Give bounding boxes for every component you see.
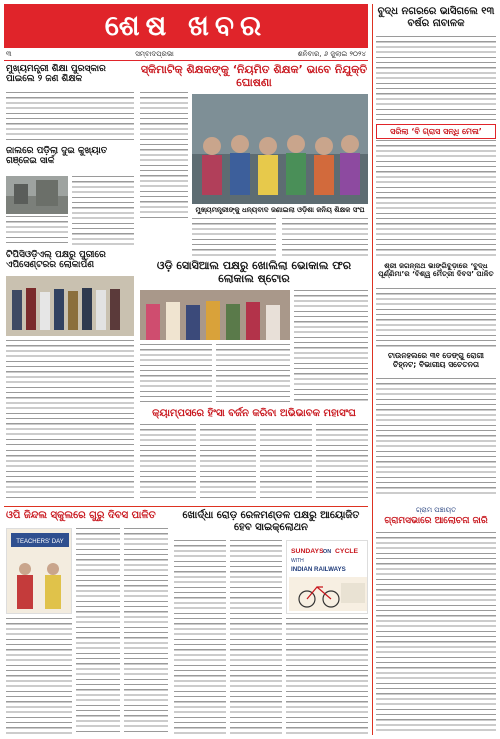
sidebar-manisha-body xyxy=(376,288,496,348)
cycle-ad-line2: INDIAN RAILWAYS xyxy=(291,566,346,573)
schematic-caption: ମୁଖ୍ୟମନ୍ତ୍ରୀଙ୍କୁ ଧନ୍ୟବାଦ ଜଣାଇଲା ଓଡ଼ିଶା ଜନିୟ ଶିକ୍ଷକ ସଂଘ xyxy=(195,206,365,214)
social-photo-art xyxy=(140,290,290,340)
dateline xyxy=(4,50,368,61)
campus-body-0 xyxy=(6,450,134,502)
headline-jindal: ଓପି ଜିନ୍ଦଲ ସ୍କୁଲରେ ଗୁରୁ ଦିବସ ପାଳିତ xyxy=(6,510,156,521)
section-masthead xyxy=(4,4,368,48)
divider xyxy=(4,506,368,507)
sidebar-kicker-bottom: ଗ୍ରାମ ପଞ୍ଚାୟତ xyxy=(415,506,457,514)
headline-teachers-award: ମୁଖ୍ୟମନ୍ତ୍ରୀ ଶିକ୍ଷା ପୁରସ୍କାର ପାଇଲେ ୨ ଜଣ ଶିକ୍ଷକ xyxy=(6,64,106,85)
crowd-photo-art xyxy=(6,176,68,214)
schematic-body-2 xyxy=(192,218,276,256)
sidebar-drive-body xyxy=(376,378,496,494)
schematic-body-3 xyxy=(282,218,368,256)
sidebar-lead-body xyxy=(376,36,496,120)
sidebar-headline-yoga: ସରିଲା ‘ବି ଗ୍ରାସ ସନ୍ଧି ମେଳା’ xyxy=(376,124,496,139)
sidebar-headline-bottom: ଗ୍ରାମସଭାରେ ଆଲୋଚନା ଜାରି xyxy=(384,516,488,526)
cycle-ad-with: WITH xyxy=(291,558,304,564)
jindal-poster-text: TEACHERS' DAY xyxy=(16,539,64,545)
social-body-1 xyxy=(294,290,368,402)
campus-body-1 xyxy=(140,424,196,502)
sidebar-headline-manisha: ଶ୍ରୀ ଜଗନ୍ନାଥ ଭାଙ୍ଗିବୁଡ଼ାରେ ‘ବୁଦ୍ଧ ପୂର୍ଣ୍ଣିମା’ର ‘ବିଶ୍ୱ ମୈତ୍ରୀ ଦିବସ’ ପାଳିତ xyxy=(378,261,494,279)
jindal-poster-art xyxy=(7,529,72,614)
jindal-poster xyxy=(6,528,72,614)
cycle-ad-on: ON xyxy=(323,549,332,555)
sidebar-headline-drive: ଟାଉନହଲରେ ୩୧ ଡେଙ୍ଗୁ ରୋଗୀ ଚିହ୍ନଟ; ବିଭାଗୀୟ ସଚେତନତା xyxy=(388,351,484,369)
schematic-body-1 xyxy=(140,92,188,218)
crowd-body-2 xyxy=(6,216,68,246)
campus-body-2 xyxy=(200,424,256,502)
issue-date: ଶନିବାର, ୬ ଜୁଲାଇ ୨୦୨୪ xyxy=(297,50,366,58)
jindal-body-2 xyxy=(124,528,168,734)
cycle-body-1 xyxy=(174,540,226,734)
cycle-ad xyxy=(286,540,368,614)
cycle-ad-art xyxy=(287,541,368,614)
headline-schematic: ସ୍କିମାଟିକ୍ ଶିକ୍ଷକଙ୍କୁ ‘ନିୟମିତ ଶିକ୍ଷକ’ ଭାବେ ନିଯୁକ୍ତି ଘୋଷଣା xyxy=(140,63,368,89)
cycle-body-3 xyxy=(286,618,368,734)
paper-name: ସମ୍ବାଦପ୍ରଭା xyxy=(135,50,174,58)
sidebar-headline-lead: ବୁଦ୍ଧ ନଗରରେ ଭାସିଗଲେ ୧୩ ବର୍ଷର ନାବାଳକ xyxy=(377,6,495,29)
crowd-body xyxy=(72,176,134,246)
crowd-photo xyxy=(6,176,68,214)
sidebar-rule xyxy=(372,4,373,735)
epicenter-photo-art xyxy=(6,276,134,336)
headline-campus: କ୍ୟାମ୍ପସରେ ହିଂସା ବର୍ଜନ କରିବା ଅଭିଭାବକ ମହାସଂଘ xyxy=(152,408,356,419)
epicenter-photo xyxy=(6,276,134,336)
cycle-body-2 xyxy=(230,540,282,734)
cycle-ad-cycle: CYCLE xyxy=(335,548,359,555)
teachers-award-body xyxy=(6,92,134,142)
page-number: ୩ xyxy=(6,50,12,58)
section-title: ଶେଷ ଖବର xyxy=(104,9,268,42)
schematic-photo-art xyxy=(192,94,368,204)
epicenter-body xyxy=(6,340,134,446)
social-photo xyxy=(140,290,290,340)
headline-epicenter: ଟିପିସିଓଡ଼ିଏଲ୍ ପକ୍ଷରୁ ପୁରୀରେ ଏପିସେଣ୍ଟରର ଲୋକାର୍ପଣ xyxy=(6,250,106,271)
cycle-ad-line1: SUNDAYS xyxy=(291,548,324,555)
social-body-2 xyxy=(140,344,212,402)
schematic-photo xyxy=(192,94,368,204)
sidebar-bottom-body xyxy=(376,532,496,734)
headline-social: ଓଡ଼ି ସୋସିଆଲ ପକ୍ଷରୁ ଖୋଲିଲା ଭୋକାଲ ଫର ଲୋକାଲ ଷ୍ଟୋର xyxy=(156,259,352,285)
campus-body-3 xyxy=(260,424,312,502)
social-body-3 xyxy=(216,344,290,402)
jindal-body-1 xyxy=(76,528,120,734)
sidebar-yoga-body xyxy=(376,140,496,258)
campus-body-4 xyxy=(316,424,368,502)
jindal-body-0 xyxy=(6,618,72,734)
headline-cycle: ଖୋର୍ଦ୍ଧା ରୋଡ଼ ରେଳମଣ୍ଡଳ ପକ୍ଷରୁ ଆୟୋଜିତ ହେବ ସାଇକ୍ଲୋଥନ xyxy=(182,510,360,533)
headline-crowd: ଜାଲରେ ପଡ଼ିଲା ଦୁଇ କୁଖ୍ୟାତ ଗଞ୍ଜେଇ ସାର୍କ xyxy=(6,146,108,167)
